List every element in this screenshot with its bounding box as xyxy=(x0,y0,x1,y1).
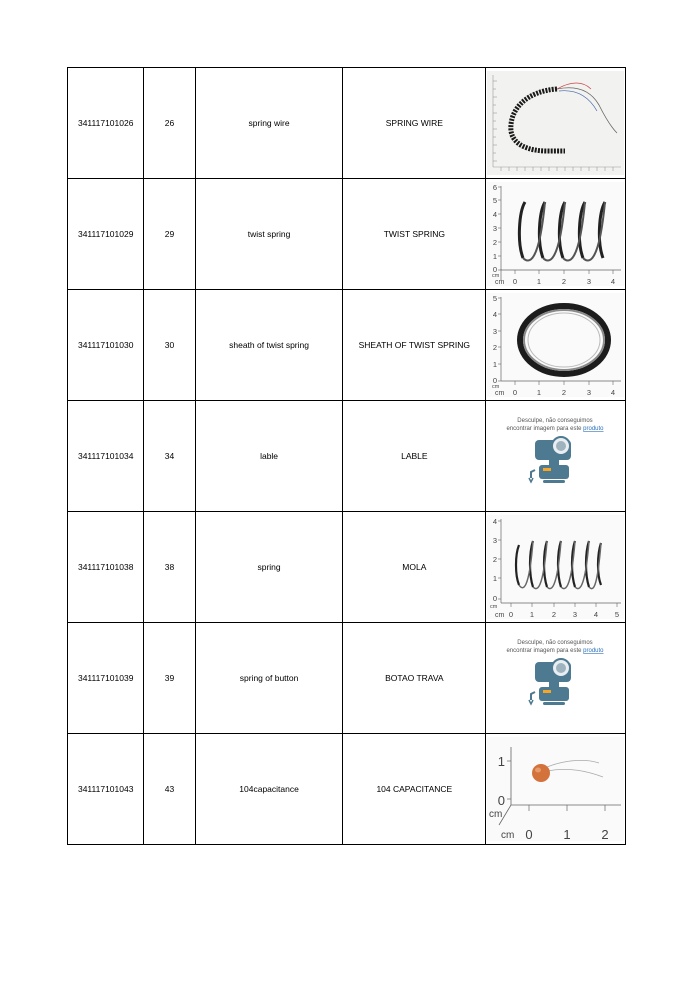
ruler-h-label: 0 xyxy=(509,610,514,619)
part-name-pt: SPRING WIRE xyxy=(343,68,486,179)
compression-spring-image xyxy=(487,515,624,619)
part-position: 39 xyxy=(144,623,195,734)
ruler-v-label: 2 xyxy=(493,343,498,352)
coiled-spring-wire-image xyxy=(487,71,624,175)
ruler-v-label: 0 xyxy=(493,594,498,603)
no-image-message: Desculpe, não conseguimos xyxy=(517,640,593,646)
part-name-pt: SHEATH OF TWIST SPRING xyxy=(343,290,486,401)
twist-spring-image xyxy=(487,182,624,286)
ruler-h-label: 0 xyxy=(513,388,518,397)
ruler-h-label: 0 xyxy=(513,277,518,286)
ruler-v-label: 3 xyxy=(493,327,498,336)
ceramic-capacitor-image xyxy=(487,737,624,841)
ruler-h-label: 2 xyxy=(552,610,557,619)
ruler-v-label: 2 xyxy=(493,238,498,247)
ruler-v-label: 6 xyxy=(493,183,498,192)
part-position: 30 xyxy=(144,290,195,401)
ruler-h-label: 1 xyxy=(537,388,542,397)
ruler-h-label: 1 xyxy=(530,610,535,619)
ruler-v-label: 5 xyxy=(493,294,498,303)
ruler-v-label: 0 xyxy=(497,793,506,808)
part-image-cell xyxy=(486,512,626,623)
part-code: 341117101039 xyxy=(68,623,144,734)
ruler-v-label: 4 xyxy=(493,517,498,526)
part-code: 341117101038 xyxy=(68,512,144,623)
ruler-v-label: 4 xyxy=(493,310,498,319)
part-name-pt: LABLE xyxy=(343,401,486,512)
table-row xyxy=(68,290,626,401)
part-image-cell xyxy=(486,68,626,179)
part-name-en: twist spring xyxy=(195,179,343,290)
no-image-link[interactable]: produto xyxy=(583,648,604,654)
part-name-en: 104capacitance xyxy=(195,734,343,845)
ruler-v-label: 0 xyxy=(493,376,498,385)
ruler-v-label: 4 xyxy=(493,210,498,219)
ruler-unit: cm xyxy=(492,384,500,390)
part-position: 34 xyxy=(144,401,195,512)
part-name-en: spring wire xyxy=(195,68,343,179)
ruler-h-label: 3 xyxy=(587,388,592,397)
ruler-h-label: 1 xyxy=(563,827,571,841)
ruler-h-label: 0 xyxy=(525,827,533,841)
sheath-ring xyxy=(520,306,608,374)
ruler-h-label: 2 xyxy=(601,827,609,841)
ruler-unit: cm xyxy=(489,809,503,820)
ruler-v-label: 1 xyxy=(493,360,498,369)
table-row xyxy=(68,401,626,512)
part-position: 29 xyxy=(144,179,195,290)
part-code: 341117101029 xyxy=(68,179,144,290)
ruler-v-label: 1 xyxy=(497,754,506,769)
ruler-h-label: 3 xyxy=(573,610,578,619)
table-row xyxy=(68,512,626,623)
part-image-cell xyxy=(486,179,626,290)
part-code: 341117101030 xyxy=(68,290,144,401)
ruler-h-label: 5 xyxy=(615,610,620,619)
part-position: 43 xyxy=(144,734,195,845)
table-row xyxy=(68,68,626,179)
part-name-pt: MOLA xyxy=(343,512,486,623)
ruler-h-label: 2 xyxy=(562,388,567,397)
table-row xyxy=(68,623,626,734)
ruler-v-label: 1 xyxy=(493,252,498,261)
part-position: 26 xyxy=(144,68,195,179)
ruler-v-label: 5 xyxy=(493,196,498,205)
ruler-unit: cm xyxy=(492,273,500,279)
ruler-h-label: 3 xyxy=(587,277,592,286)
part-code: 341117101043 xyxy=(68,734,144,845)
part-name-pt: TWIST SPRING xyxy=(343,179,486,290)
ruler-h-label: 4 xyxy=(594,610,599,619)
ruler-unit: cm xyxy=(495,612,505,619)
ruler-unit: cm xyxy=(501,830,515,841)
part-image-cell xyxy=(486,734,626,845)
part-image-cell xyxy=(486,623,626,734)
part-name-en: spring xyxy=(195,512,343,623)
table-row xyxy=(68,179,626,290)
parts-table xyxy=(67,67,626,845)
part-name-pt: 104 CAPACITANCE xyxy=(343,734,486,845)
part-name-en: sheath of twist spring xyxy=(195,290,343,401)
ruler-h-label: 1 xyxy=(537,277,542,286)
part-code: 341117101034 xyxy=(68,401,144,512)
no-image-link[interactable]: produto xyxy=(583,426,604,432)
no-image-message: encontrar imagem para este produto xyxy=(506,426,604,432)
ruler-v-label: 1 xyxy=(493,574,498,583)
ruler-v-label: 3 xyxy=(493,224,498,233)
ruler-v-label: 2 xyxy=(493,555,498,564)
ruler-h-label: 4 xyxy=(611,277,616,286)
part-image-cell xyxy=(486,401,626,512)
ruler-h-label: 4 xyxy=(611,388,616,397)
part-position: 38 xyxy=(144,512,195,623)
ruler-h-label: 2 xyxy=(562,277,567,286)
ruler-unit: cm xyxy=(495,279,505,286)
part-name-pt: BOTAO TRAVA xyxy=(343,623,486,734)
ruler-unit: cm xyxy=(495,390,505,397)
part-image-cell xyxy=(486,290,626,401)
no-image-message: Desculpe, não conseguimos xyxy=(517,418,593,424)
part-name-en: lable xyxy=(195,401,343,512)
part-name-en: spring of button xyxy=(195,623,343,734)
part-code: 341117101026 xyxy=(68,68,144,179)
sheath-ring-image xyxy=(487,293,624,397)
table-row xyxy=(68,734,626,845)
no-image-placeholder xyxy=(487,626,624,730)
ruler-v-label: 0 xyxy=(493,265,498,274)
no-image-message: encontrar imagem para este produto xyxy=(506,648,604,654)
ruler-v-label: 3 xyxy=(493,536,498,545)
no-image-placeholder xyxy=(487,404,624,508)
ruler-unit: cm xyxy=(490,604,498,610)
